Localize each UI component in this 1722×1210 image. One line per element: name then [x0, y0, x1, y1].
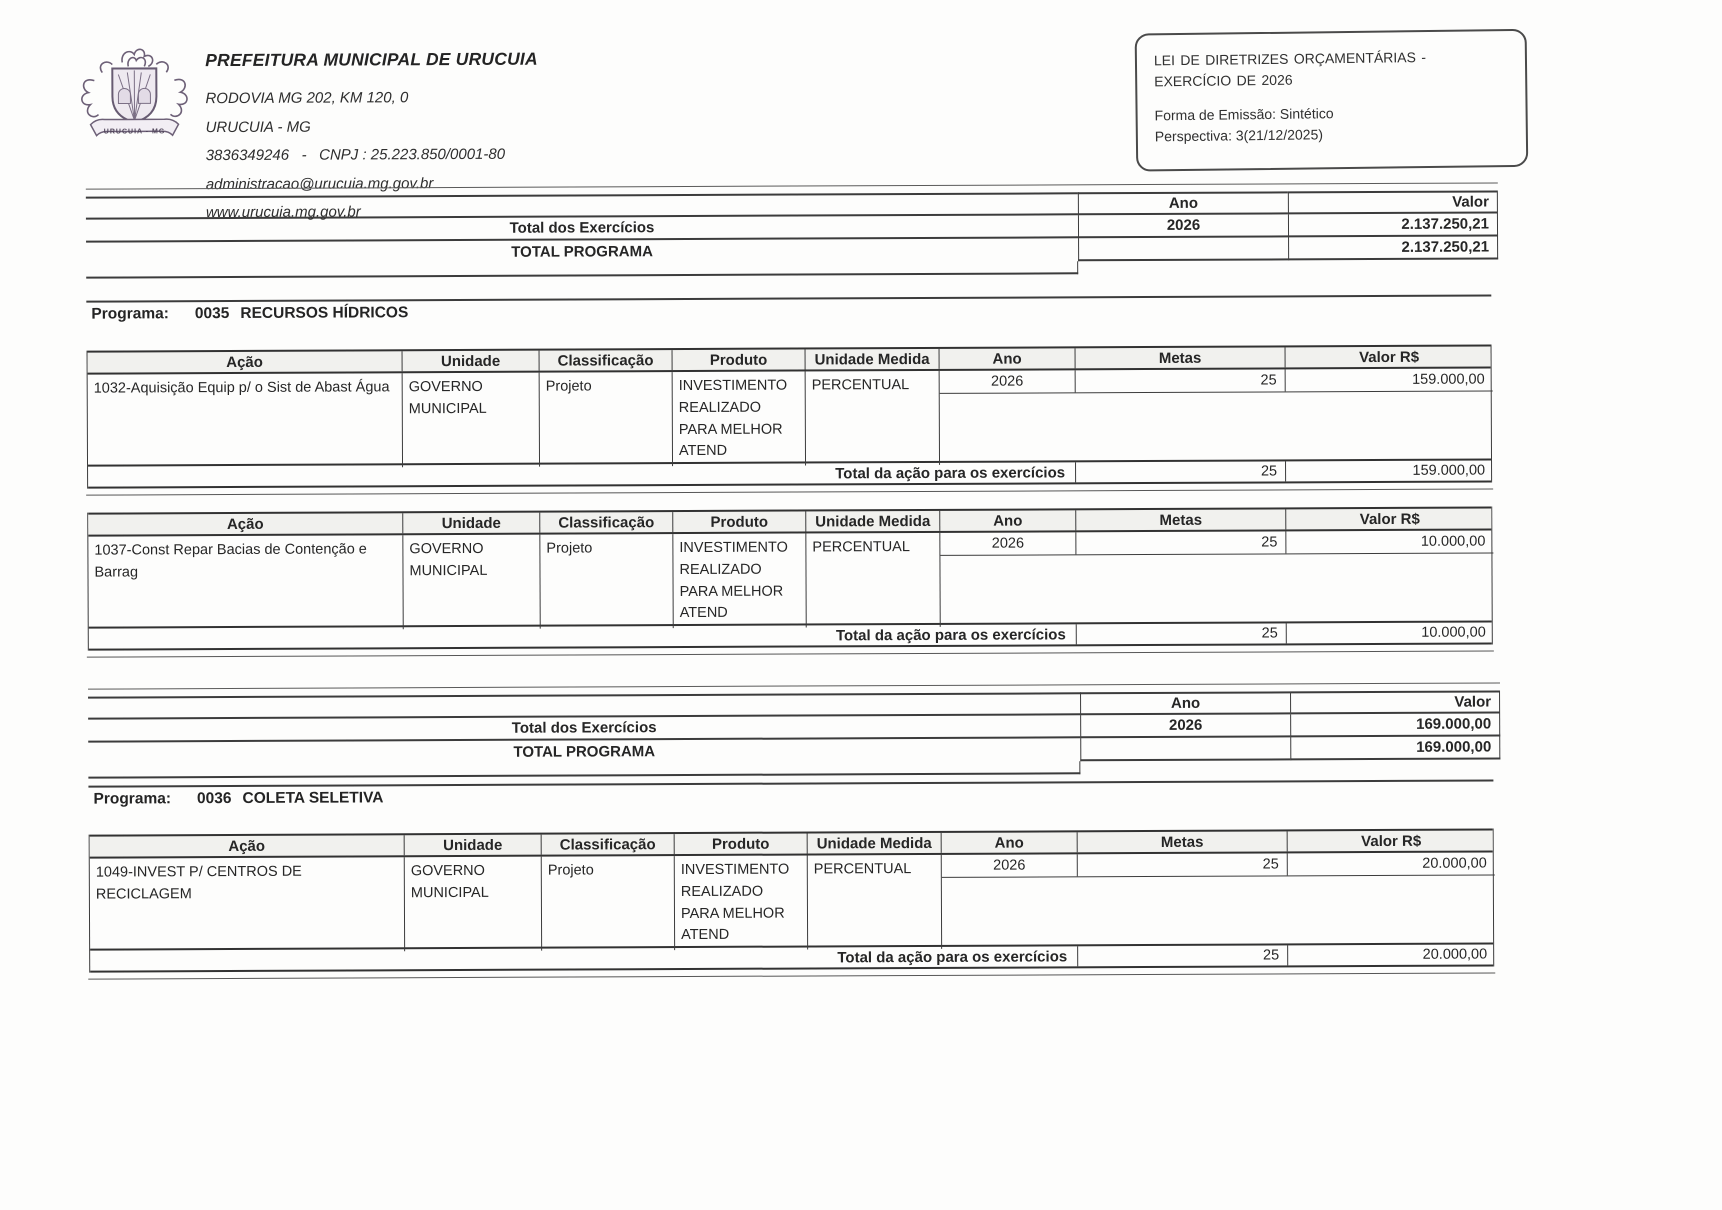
col-header-valor-rs: Valor R$ [1361, 832, 1422, 850]
col-header-classificacao: Classificação [542, 834, 675, 855]
total-acao-valor: 20.000,00 [1422, 946, 1488, 963]
total-acao-label: Total da ação para os exercícios [89, 624, 1077, 648]
cell-metas: 25 [1076, 531, 1286, 554]
total-exercicios-valor: 169.000,00 [1290, 713, 1500, 737]
cell-classificacao: Projeto [540, 372, 673, 467]
total-exercicios-ano: 2026 [1078, 214, 1288, 238]
col-header-classificacao: Classificação [540, 350, 673, 371]
cell-ano: 2026 [940, 532, 1076, 555]
col-header-valor: Valor [1288, 190, 1498, 214]
col-header-acao: Ação [88, 351, 403, 372]
col-header-acao: Ação [88, 513, 403, 534]
total-programa-valor: 2.137.250,21 [1288, 236, 1498, 260]
col-header-unidade: Unidade [403, 351, 540, 372]
program-name: RECURSOS HÍDRICOS [240, 304, 409, 322]
total-acao-metas: 25 [1077, 623, 1287, 644]
action-row [88, 531, 1491, 627]
col-header-produto: Produto [673, 511, 806, 532]
cell-valor: 20.000,00 [1422, 855, 1487, 872]
total-exercicios-label: Total dos Exercícios [88, 715, 1080, 742]
col-header-metas: Metas [1078, 831, 1288, 852]
total-acao-label: Total da ação para os exercícios [88, 462, 1076, 486]
crest-ribbon-text: URUCUIA - MG [103, 128, 166, 136]
action-row [88, 369, 1491, 465]
col-header-valor-rs: Valor R$ [1359, 510, 1420, 528]
action-row [90, 853, 1493, 949]
col-header-unidade: Unidade [403, 513, 540, 534]
total-acao-valor: 10.000,00 [1421, 624, 1486, 641]
summary-table-1 [86, 190, 1498, 265]
action-table-1049 [89, 828, 1495, 972]
report-title: LEI DE DIRETRIZES ORÇAMENTÁRIAS - EXERCÍCIO DE 2026 [1153, 49, 1427, 90]
report-emission: Forma de Emissão: Sintético [1154, 105, 1334, 124]
col-header-ano: Ano [940, 348, 1076, 369]
report-perspective: Perspectiva: 3(21/12/2025) [1154, 126, 1324, 145]
cell-valor: 159.000,00 [1412, 371, 1485, 388]
total-acao-label: Total da ação para os exercícios [90, 946, 1078, 970]
org-address: RODOVIA MG 202, KM 120, 0 [205, 89, 409, 108]
program-label: Programa: [93, 790, 172, 808]
col-header-unidade-medida: Unidade Medida [806, 511, 940, 532]
cell-produto: INVESTIMENTO REALIZADO PARA MELHOR ATEND [673, 371, 806, 466]
col-header-ano: Ano [1078, 191, 1288, 215]
program-heading-0035 [91, 304, 408, 323]
year-metas-valor-region [940, 530, 1493, 626]
col-header-metas: Metas [1076, 509, 1286, 530]
cell-unidade: GOVERNO MUNICIPAL [405, 857, 542, 952]
program-code: 0036 [196, 790, 232, 808]
org-email: administracao@urucuia.mg.gov.br [205, 174, 434, 193]
program-label: Programa: [91, 305, 169, 323]
year-metas-valor-region [940, 368, 1493, 464]
program-name: COLETA SELETIVA [242, 789, 384, 807]
total-exercicios-label: Total dos Exercícios [86, 215, 1078, 242]
cell-valor: 10.000,00 [1420, 533, 1486, 550]
action-table-1037 [87, 506, 1493, 650]
section-divider [88, 779, 1493, 787]
total-programa-label: TOTAL PROGRAMA [511, 243, 653, 261]
col-header-ano: Ano [940, 510, 1076, 531]
col-header-unidade: Unidade [405, 835, 542, 856]
cell-produto: INVESTIMENTO REALIZADO PARA MELHOR ATEND [675, 855, 808, 950]
org-phone-cnpj: 3836349246 - CNPJ : 25.223.850/0001-80 [205, 146, 506, 165]
action-table-1032 [87, 345, 1493, 489]
cell-classificacao: Projeto [542, 856, 675, 951]
total-acao-metas: 25 [1076, 461, 1286, 482]
col-header-classificacao: Classificação [540, 512, 673, 533]
summary-table-2 [88, 690, 1500, 765]
col-header-ano: Ano [942, 832, 1078, 853]
cell-unidade: GOVERNO MUNICIPAL [403, 535, 540, 630]
cell-ano: 2026 [942, 854, 1078, 877]
total-acao-valor: 159.000,00 [1412, 462, 1486, 479]
year-metas-valor-region [942, 852, 1495, 948]
report-info-box [1135, 29, 1529, 172]
cell-classificacao: Projeto [540, 534, 673, 629]
cell-acao: 1049-INVEST P/ CENTROS DE RECICLAGEM [90, 857, 405, 952]
col-header-valor-rs: Valor R$ [1359, 348, 1420, 366]
col-header-metas: Metas [1076, 347, 1286, 368]
total-exercicios-valor: 2.137.250,21 [1288, 213, 1498, 237]
cell-unidade-medida: PERCENTUAL [806, 533, 940, 628]
cell-unidade: GOVERNO MUNICIPAL [403, 373, 540, 468]
org-name: PREFEITURA MUNICIPAL DE URUCUIA [205, 48, 538, 71]
coat-of-arms-logo [72, 42, 196, 149]
scan-line [88, 682, 1500, 689]
col-header-produto: Produto [673, 349, 806, 370]
cell-acao: 1032-Aquisição Equip p/ o Sist de Abast Água [88, 373, 403, 468]
org-website: www.urucuia.mg.gov.br [205, 203, 361, 222]
total-acao-metas: 25 [1078, 945, 1288, 966]
col-header-valor: Valor [1290, 690, 1500, 714]
section-divider [86, 295, 1491, 303]
col-header-ano: Ano [1080, 691, 1290, 715]
cell-metas: 25 [1076, 369, 1286, 392]
cell-metas: 25 [1078, 853, 1288, 876]
col-header-produto: Produto [675, 833, 808, 854]
total-programa-ano-empty [1080, 737, 1290, 761]
total-programa-valor: 169.000,00 [1290, 736, 1500, 760]
total-programa-ano-empty [1078, 237, 1288, 261]
col-header-unidade-medida: Unidade Medida [808, 833, 942, 854]
total-exercicios-ano: 2026 [1080, 714, 1290, 738]
total-programa-label: TOTAL PROGRAMA [513, 743, 656, 761]
program-heading-0036 [93, 789, 383, 808]
col-header-unidade-medida: Unidade Medida [806, 349, 940, 370]
cell-ano: 2026 [940, 370, 1076, 393]
cell-unidade-medida: PERCENTUAL [806, 371, 940, 466]
col-header-acao: Ação [90, 835, 405, 856]
program-code: 0035 [194, 305, 230, 323]
cell-produto: INVESTIMENTO REALIZADO PARA MELHOR ATEND [673, 533, 806, 628]
cell-unidade-medida: PERCENTUAL [808, 855, 942, 950]
cell-acao: 1037-Const Repar Bacias de Contenção e Barrag [88, 535, 403, 630]
org-city: URUCUIA - MG [205, 118, 311, 136]
